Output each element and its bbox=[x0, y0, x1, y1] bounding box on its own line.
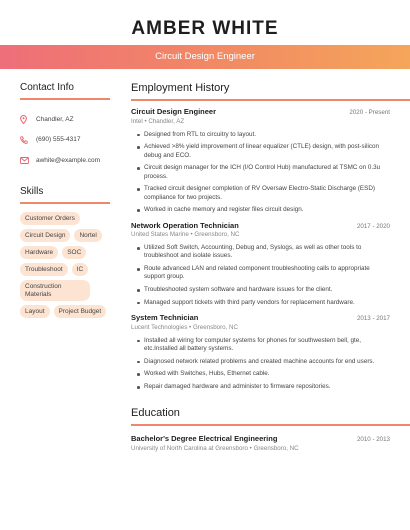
headline-title: Circuit Design Engineer bbox=[155, 51, 255, 62]
skill-chip: Hardware bbox=[20, 246, 58, 259]
skill-chip: Nortel bbox=[74, 229, 101, 242]
education-location: Greensboro, NC bbox=[253, 444, 299, 452]
education-school: University of North Carolina at Greensboro bbox=[131, 444, 248, 452]
job-location: Greensboro, NC bbox=[192, 323, 238, 331]
education-school-location bbox=[131, 445, 391, 452]
education-heading: Education bbox=[131, 407, 410, 426]
email-icon bbox=[20, 157, 36, 164]
job-company-location bbox=[131, 118, 391, 125]
location-pin-icon bbox=[20, 115, 36, 124]
job-bullet: Troubleshooted system software and hardware issues for the client. bbox=[137, 286, 389, 294]
skills-list bbox=[20, 212, 112, 318]
job-bullet: Worked in cache memory and register files circuit design. bbox=[137, 206, 389, 214]
skill-chip: Construction Materials bbox=[20, 280, 90, 301]
skill-chip: Project Budget bbox=[54, 305, 107, 318]
job-title: Circuit Design Engineer bbox=[131, 107, 217, 116]
job-bullet: Designed from RTL to circuitry to layout. bbox=[137, 131, 389, 139]
job-location: Greensboro, NC bbox=[194, 231, 240, 238]
skill-chip: Circuit Design bbox=[20, 229, 70, 242]
headline-banner bbox=[0, 45, 410, 69]
job-bullets bbox=[131, 244, 391, 307]
job-company-location bbox=[131, 231, 391, 238]
contact-email bbox=[20, 150, 110, 170]
skills-heading: Skills bbox=[20, 186, 110, 204]
job-dates: 2017 - 2020 bbox=[356, 222, 390, 230]
skill-chip: Troubleshoot bbox=[20, 263, 68, 276]
education-entry bbox=[131, 434, 391, 452]
job-location: Chandler, AZ bbox=[148, 117, 185, 125]
job-bullet: Achieved >8% yield improvement of linear equalizer (CTLE) design, with post-silicon debug and ECO. bbox=[137, 143, 389, 159]
job-bullet: Utilized Soft Switch, Accounting, Debug and, Syslogs, as well as other tools to troubleshoot and isolate issues. bbox=[137, 244, 389, 260]
skill-chip: Layout bbox=[20, 305, 50, 318]
candidate-name: AMBER WHITE bbox=[131, 18, 279, 39]
contact-email-text[interactable]: awhite@example.com bbox=[36, 156, 101, 164]
job-bullet: Route advanced LAN and related component troubleshooting calls to appropriate support group. bbox=[137, 265, 389, 281]
separator-dot: • bbox=[249, 444, 254, 452]
separator-dot: • bbox=[144, 117, 149, 125]
separator-dot: • bbox=[190, 231, 195, 238]
job-company: United States Marine bbox=[131, 231, 189, 238]
job-dates: 2013 - 2017 bbox=[356, 315, 390, 322]
left-column bbox=[20, 82, 110, 318]
job-title: Network Operation Technician bbox=[131, 220, 239, 230]
job-bullet: Diagnosed network related problems and created machine accounts for end users. bbox=[137, 358, 389, 366]
skill-chip: IC bbox=[72, 263, 89, 276]
contact-location bbox=[20, 109, 110, 129]
job-bullet: Worked with Switches, Hubs, Ethernet cable. bbox=[137, 370, 389, 378]
job-bullet: Installed all wiring for computer systems for phones for southwestern bell, gte, etc.Installed all battery systems. bbox=[137, 337, 389, 353]
phone-icon bbox=[20, 136, 36, 144]
contact-phone bbox=[20, 130, 110, 150]
contact-heading: Contact Info bbox=[20, 82, 110, 100]
separator-dot: • bbox=[189, 323, 193, 331]
job-title: System Technician bbox=[131, 313, 199, 322]
job-bullets bbox=[131, 131, 391, 215]
job-bullet: Tracked circuit designer completion of RV Oversaw Electro-Static Discharge (ESD) compliance for two projects. bbox=[137, 185, 389, 201]
contact-list bbox=[20, 109, 110, 170]
skill-chip: Customer Orders bbox=[20, 212, 80, 225]
skill-chip: SOC bbox=[62, 246, 86, 259]
job-entry bbox=[131, 221, 391, 308]
job-company-location bbox=[131, 324, 391, 331]
job-company: Intel bbox=[131, 117, 143, 125]
job-company: Lucent Technologies bbox=[131, 323, 188, 331]
job-entry bbox=[131, 107, 391, 215]
contact-location-text: Chandler, AZ bbox=[36, 115, 74, 123]
job-dates: 2020 - Present bbox=[349, 109, 390, 116]
right-column bbox=[131, 82, 391, 452]
job-bullets bbox=[131, 337, 391, 392]
job-bullet: Repair damaged hardware and administer to firmware repositories. bbox=[137, 383, 389, 391]
job-bullet: Circuit design manager for the ICH (I/O Control Hub) manufactured at TSMC on 0.3u process. bbox=[137, 164, 389, 180]
education-degree: Bachelor's Degree Electrical Engineering bbox=[131, 434, 278, 444]
education-dates: 2010 - 2013 bbox=[356, 436, 390, 444]
contact-phone-text[interactable]: (690) 555-4317 bbox=[36, 136, 81, 143]
employment-heading: Employment History bbox=[131, 82, 410, 101]
job-bullet: Managed support tickets with third party vendors for replacement hardware. bbox=[137, 299, 389, 307]
job-entry bbox=[131, 313, 391, 391]
